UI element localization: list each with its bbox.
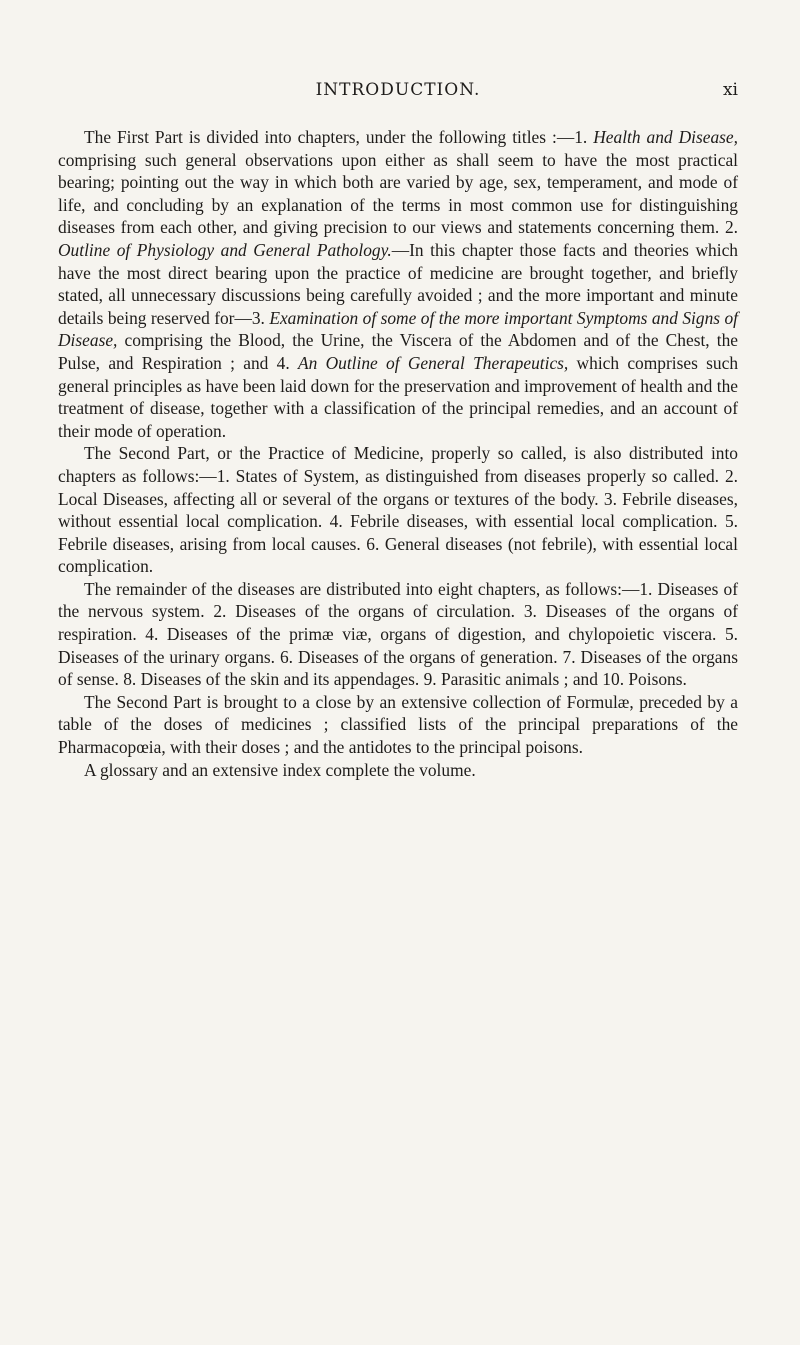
paragraph-glossary: A glossary and an extensive index complete the volume.: [84, 759, 476, 780]
text-run: comprising such general observations upon either as shall seem to have the most practical bearing; pointing out the way in which both are varied by age, sex, temperament, and mode of life, and concluding by an explanation of the terms in most common use for distinguishing diseases from each other, and giving precision to our views and statements concerning them. 2.: [58, 149, 738, 238]
italic-title-health-and-disease: Health and Disease,: [593, 127, 738, 147]
paragraph-second-part: The Second Part, or the Practice of Medicine, properly so called, is also distributed into chapters as follows:—1. States of System, as distinguished from diseases properly so called. 2. Local Diseases, affecting all or several of the organs or textures of the body. 3. Febrile diseases, without essential local complication. 4. Febrile diseases, with essential local complication. 5. Febrile diseases, arising from local causes. 6. General diseases (not febrile), with essential local complication.: [58, 443, 738, 577]
text-run: —In this chapter those facts and theories which have the most direct bearing upon the practice of medicine are brought together, and briefly stated, all unnecessary discussions being carefully avoided ; and the more important and minute details being reserved for—3.: [58, 239, 738, 328]
text-run: comprising the Blood, the Urine, the Viscera of the Abdomen and of the Chest, the Pulse, and Respiration ; and 4.: [58, 330, 738, 373]
paragraph-first-part: [58, 126, 738, 442]
paragraph-remainder: The remainder of the diseases are distributed into eight chapters, as follows:—1. Diseases of the nervous system. 2. Diseases of the organs of circulation. 3. Diseases of the organs of respiration. 4. Diseases of the primæ viæ, organs of digestion, and chylopoietic viscera. 5. Diseases of the urinary organs. 6. Diseases of the organs of generation. 7. Diseases of the organs of sense. 8. Diseases of the skin and its appendages. 9. Parasitic animals ; and 10. Poisons.: [58, 578, 738, 690]
running-head: [58, 80, 738, 106]
text-run: which comprises such general principles as have been laid down for the preservation and improvement of health and the treatment of disease, together with a classification of the principal remedies, and an account of their mode of operation.: [58, 352, 739, 441]
italic-title-general-therapeutics: An Outline of General Therapeutics,: [298, 352, 569, 373]
body-text: [58, 126, 738, 781]
page-title: INTRODUCTION.: [315, 80, 481, 100]
page-number: xi: [722, 80, 738, 100]
paragraph-formulae: The Second Part is brought to a close by an extensive collection of Formulæ, preceded by a table of the doses of medicines ; classified lists of the principal preparations of the Pharmacopœia, with their doses ; and the antidotes to the principal poisons.: [58, 691, 738, 758]
italic-title-examination-symptoms: Examination of some of the more important Symptoms and Signs of Disease,: [58, 307, 738, 351]
text-run: The First Part is divided into chapters, under the following titles :—1.: [84, 127, 594, 147]
italic-title-outline-physiology: Outline of Physiology and General Pathology.: [58, 239, 392, 260]
